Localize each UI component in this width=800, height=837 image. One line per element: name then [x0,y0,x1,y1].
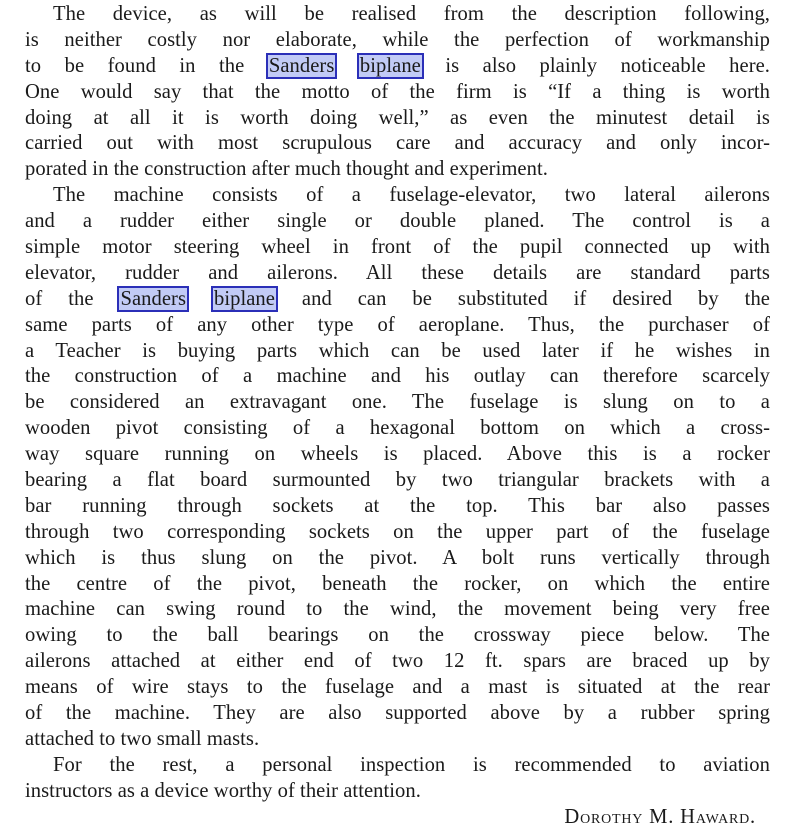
author-signature: Dorothy M. Haward. [564,805,756,828]
text-line: ailerons attached at either end of two 12 ft. spars are braced up by [25,650,770,673]
highlighted-term[interactable]: Sanders [268,54,335,77]
document-page [25,2,770,831]
text-line: and a rudder either single or double planed. The control is a [25,210,770,233]
text-line: instructors as a device worthy of their attention. [25,779,421,802]
text-line: the centre of the pivot, beneath the rocker, on which the entire [25,572,770,595]
highlighted-term[interactable]: Sanders [120,287,187,310]
text-line: attached to two small masts. [25,727,260,750]
text-line: bar running through sockets at the top. This bar also passes [25,494,770,517]
text-segment: and can be substituted if desired by the [275,287,770,310]
text-line: doing at all it is worth doing well,” as even the minutest detail is [25,106,770,129]
text-line: One would say that the motto of the firm is “If a thing is worth [25,80,770,103]
text-line: owing to the ball bearings on the crossway piece below. The [25,624,770,647]
paragraph [25,753,770,805]
article-body [25,2,770,805]
text-line: The machine consists of a fuselage-elevator, two lateral ailerons [53,184,770,207]
text-segment [187,288,213,310]
text-line: means of wire stays to the fuselage and a mast is situated at the rear [25,676,770,699]
text-line: machine can swing round to the wind, the movement being very free [25,598,770,621]
text-segment: of the [25,287,120,310]
text-line [25,287,770,313]
text-line: the construction of a machine and his outlay can therefore scarcely [25,365,770,388]
text-line: bearing a flat board surmounted by two triangular brackets with a [25,469,770,492]
highlighted-term[interactable]: biplane [213,287,275,310]
text-line: porated in the construction after much thought and experiment. [25,158,548,181]
text-line: For the rest, a personal inspection is recommended to aviation [53,753,770,776]
text-line: a Teacher is buying parts which can be used later if he wishes in [25,339,770,362]
paragraph [25,183,770,753]
text-line: elevator, rudder and ailerons. All these details are standard parts [25,261,770,284]
text-line: simple motor steering wheel in front of the pupil connected up with [25,236,770,259]
text-line: of the machine. They are also supported above by a rubber spring [25,702,770,725]
text-line: way square running on wheels is placed. Above this is a rocker [25,443,770,466]
text-segment: to be found in the [25,54,268,77]
text-line: carried out with most scrupulous care and accuracy and only incor- [25,132,770,155]
text-line: be considered an extravagant one. The fuselage is slung on to a [25,391,770,414]
text-line: The device, as will be realised from the description following, [53,3,770,25]
text-line: through two corresponding sockets on the upper part of the fuselage [25,520,770,543]
text-segment [335,55,359,77]
paragraph [25,2,770,183]
text-line: same parts of any other type of aeroplane. Thus, the purchaser of [25,313,770,336]
text-line: is neither costly nor elaborate, while the perfection of workmanship [25,28,770,51]
text-line [25,54,770,80]
highlighted-term[interactable]: biplane [359,54,421,77]
text-segment: is also plainly noticeable here. [421,54,771,77]
text-line: wooden pivot consisting of a hexagonal bottom on which a cross- [25,417,770,440]
text-line: which is thus slung on the pivot. A bolt runs vertically through [25,546,770,569]
